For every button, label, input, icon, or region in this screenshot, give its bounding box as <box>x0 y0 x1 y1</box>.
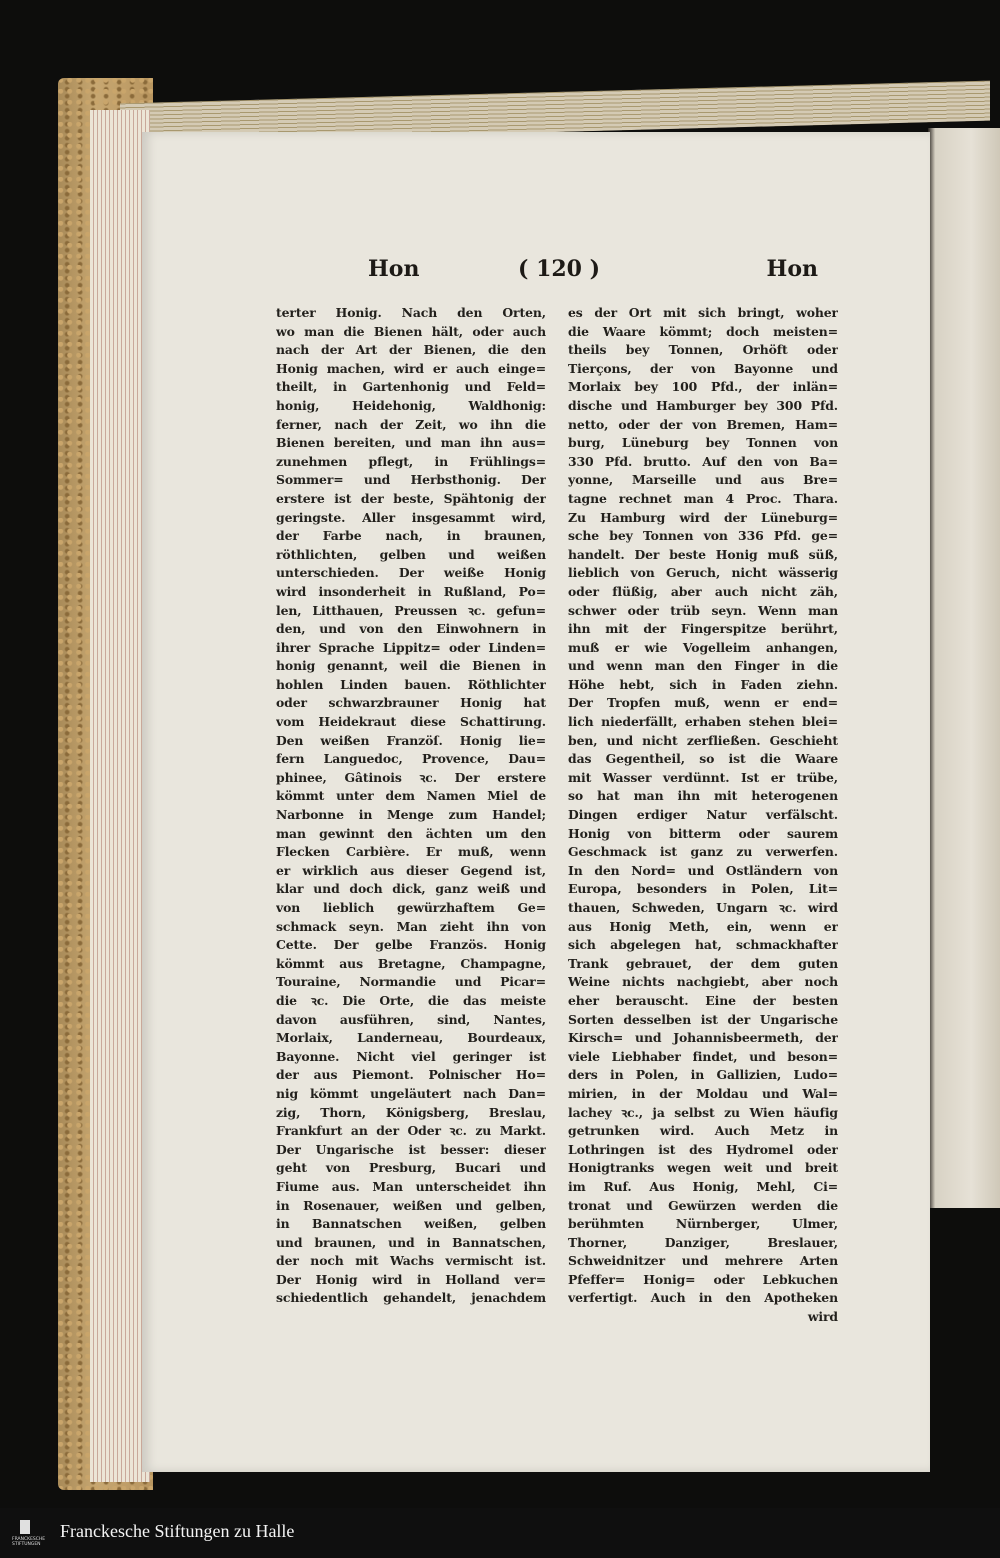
text-line: erstere ist der beste, Spähtonig der <box>276 490 546 506</box>
institution-logo-icon: FRANCKESCHE STIFTUNGEN <box>12 1518 38 1548</box>
text-line: schwer oder trüb seyn. Wenn man <box>568 602 838 618</box>
text-line: Flecken Carbière. Er muß, wenn <box>276 844 546 860</box>
text-line: mirien, in der Moldau und Wal= <box>568 1085 838 1101</box>
text-line: sich abgelegen hat, schmackhafter <box>568 937 838 953</box>
text-line: honig genannt, weil die Bienen in <box>276 658 546 674</box>
right-text-column <box>568 304 838 1327</box>
text-line: theils bey Tonnen, Orhöft oder <box>568 342 838 358</box>
text-line: nig kömmt ungeläutert nach Dan= <box>276 1085 546 1101</box>
text-line: 330 Pfd. brutto. Auf den von Ba= <box>568 453 838 469</box>
text-line: nach der Art der Bienen, die den <box>276 342 546 358</box>
text-line: Lothringen ist des Hydromel oder <box>568 1141 838 1157</box>
text-line: der Farbe nach, in braunen, <box>276 528 546 544</box>
text-line: hohlen Linden bauen. Röthlichter <box>276 676 546 692</box>
text-line: und wenn man den Finger in die <box>568 658 838 674</box>
text-line: schiedentlich gehandelt, jenachdem <box>276 1290 546 1306</box>
text-line: lachey ꝛc., ja selbst zu Wien häufig <box>568 1104 838 1120</box>
text-line: tagne rechnet man 4 Proc. Thara. <box>568 490 838 506</box>
text-line: Frankfurt an der Oder ꝛc. zu Markt. <box>276 1123 546 1139</box>
text-line: lieblich von Geruch, nicht wässerig <box>568 565 838 581</box>
text-line: Thorner, Danziger, Breslauer, <box>568 1234 838 1250</box>
text-line: Narbonne in Menge zum Handel; <box>276 807 546 823</box>
text-line: eher berauscht. Eine der besten <box>568 992 838 1008</box>
text-line: und braunen, und in Bannatschen, <box>276 1234 546 1250</box>
text-line: netto, oder der von Bremen, Ham= <box>568 416 838 432</box>
text-line: Kirsch= und Johannisbeermeth, der <box>568 1030 838 1046</box>
text-line: die ꝛc. Die Orte, die das meiste <box>276 992 546 1008</box>
text-line: fern Languedoc, Provence, Dau= <box>276 751 546 767</box>
text-line: davon ausführen, sind, Nantes, <box>276 1011 546 1027</box>
text-line: Der Tropfen muß, wenn er end= <box>568 695 838 711</box>
text-line: wird insonderheit in Rußland, Po= <box>276 583 546 599</box>
page-number: ( 120 ) <box>518 256 601 282</box>
text-line: kömmt unter dem Namen Miel de <box>276 788 546 804</box>
text-line: Dingen erdiger Natur verfälscht. <box>568 807 838 823</box>
text-line: muß er wie Vogelleim anhangen, <box>568 639 838 655</box>
text-line: Der Honig wird in Holland ver= <box>276 1271 546 1287</box>
text-line: Weine nichts nachgiebt, aber noch <box>568 974 838 990</box>
footer-bar <box>0 1508 1000 1558</box>
text-line: so hat man ihn mit heterogenen <box>568 788 838 804</box>
running-header <box>368 256 818 296</box>
text-line: Europa, besonders in Polen, Lit= <box>568 881 838 897</box>
text-line: sche bey Tonnen von 336 Pfd. ge= <box>568 528 838 544</box>
text-line: Fiume aus. Man unterscheidet ihn <box>276 1178 546 1194</box>
text-line: burg, Lüneburg bey Tonnen von <box>568 435 838 451</box>
text-line: Touraine, Normandie und Picar= <box>276 974 546 990</box>
text-line: der noch mit Wachs vermischt ist. <box>276 1253 546 1269</box>
text-line: zig, Thorn, Königsberg, Breslau, <box>276 1104 546 1120</box>
text-line: dische und Hamburger bey 300 Pfd. <box>568 397 838 413</box>
text-line: Zu Hamburg wird der Lüneburg= <box>568 509 838 525</box>
text-line: den, und von den Einwohnern in <box>276 621 546 637</box>
text-line: thauen, Schweden, Ungarn ꝛc. wird <box>568 900 838 915</box>
text-line: Den weißen Franzöſ. Honig lie= <box>276 732 546 748</box>
text-line: ihn mit der Fingerspitze berührt, <box>568 621 838 637</box>
left-text-column <box>276 304 546 1308</box>
text-line: Bayonne. Nicht viel geringer ist <box>276 1048 546 1064</box>
text-line: Pfeffer= Honig= oder Lebkuchen <box>568 1271 838 1287</box>
text-line: Sommer= und Herbsthonig. Der <box>276 472 546 488</box>
text-line: schmack seyn. Man zieht ihn von <box>276 918 546 934</box>
text-line: Tierçons, der von Bayonne und <box>568 360 838 376</box>
text-line: berühmten Nürnberger, Ulmer, <box>568 1216 838 1232</box>
text-line: kömmt aus Bretagne, Champagne, <box>276 955 546 971</box>
text-line: in Bannatschen weißen, gelben <box>276 1216 546 1232</box>
text-line: ders in Polen, in Gallizien, Ludo= <box>568 1067 838 1083</box>
text-line: Höhe hebt, sich in Faden ziehn. <box>568 676 838 692</box>
text-line: verfertigt. Auch in den Apotheken <box>568 1290 838 1306</box>
text-line: der aus Piemont. Polnischer Ho= <box>276 1067 546 1083</box>
text-line: tronat und Gewürzen werden die <box>568 1197 838 1213</box>
text-line: Trank gebrauet, der dem guten <box>568 955 838 971</box>
text-line: geht von Presburg, Bucari und <box>276 1160 546 1176</box>
text-line: len, Litthauen, Preussen ꝛc. gefun= <box>276 602 546 618</box>
text-line: In den Nord= und Ostländern von <box>568 862 838 878</box>
text-line: getrunken wird. Auch Metz in <box>568 1123 838 1139</box>
text-line: Sorten desselben ist der Ungarische <box>568 1011 838 1027</box>
text-line: Bienen bereiten, und man ihn aus= <box>276 435 546 451</box>
text-line: im Ruf. Aus Honig, Mehl, Ci= <box>568 1178 838 1194</box>
text-line: phinee, Gâtinois ꝛc. Der erstere <box>276 769 546 785</box>
text-line: mit Wasser verdünnt. Ist er trübe, <box>568 769 838 785</box>
text-line: Geschmack ist ganz zu verwerfen. <box>568 844 838 860</box>
text-line: Schweidnitzer und mehrere Arten <box>568 1253 838 1269</box>
text-line: Honig von bitterm oder saurem <box>568 825 838 841</box>
text-line: Cette. Der gelbe Französ. Honig <box>276 937 546 953</box>
text-line: Honigtranks wegen weit und breit <box>568 1160 838 1176</box>
text-line: geringste. Aller insgesammt wird, <box>276 509 546 525</box>
book-page <box>142 132 930 1472</box>
text-line: handelt. Der beste Honig muß süß, <box>568 546 838 562</box>
text-line: honig, Heidehonig, Waldhonig: <box>276 397 546 413</box>
text-line: vom Heidekraut diese Schattirung. <box>276 714 546 730</box>
text-line: viele Liebhaber findet, und beson= <box>568 1048 838 1064</box>
text-line: Der Ungarische ist besser: dieser <box>276 1141 546 1157</box>
text-line: Morlaix bey 100 Pfd., der inlän= <box>568 379 838 395</box>
text-line: theilt, in Gartenhonig und Feld= <box>276 379 546 395</box>
text-line: das Gegentheil, so ist die Waare <box>568 751 838 767</box>
text-line: in Rosenauer, weißen und gelben, <box>276 1197 546 1213</box>
header-left-word: Hon <box>368 256 420 282</box>
page-stack-left <box>90 110 150 1482</box>
text-line: ferner, nach der Zeit, wo ihn die <box>276 416 546 432</box>
text-line: terter Honig. Nach den Orten, <box>276 305 546 320</box>
text-line: röthlichten, gelben und weißen <box>276 546 546 562</box>
text-line: ihrer Sprache Lippitz= oder Linden= <box>276 639 546 655</box>
text-line: yonne, Marseille und aus Bre= <box>568 472 838 488</box>
text-line: man gewinnt den ächten um den <box>276 825 546 841</box>
text-line: Morlaix, Landerneau, Bourdeaux, <box>276 1030 546 1046</box>
text-line: es der Ort mit sich bringt, woher <box>568 305 838 320</box>
text-line: klar und doch dick, ganz weiß und <box>276 881 546 897</box>
text-line: er wirklich aus dieser Gegend ist, <box>276 862 546 878</box>
facing-page-edge <box>928 128 1000 1208</box>
catchword: wird <box>807 1309 838 1325</box>
header-right-word: Hon <box>766 256 818 282</box>
text-line: unterschieden. Der weiße Honig <box>276 565 546 581</box>
text-line: oder schwarzbrauner Honig hat <box>276 695 546 711</box>
text-line: ben, und nicht zerfließen. Geschieht <box>568 732 838 748</box>
text-line: lich niederfällt, erhaben stehen blei= <box>568 714 838 730</box>
institution-name: Franckesche Stiftungen zu Halle <box>60 1521 295 1541</box>
text-line: zunehmen pflegt, in Frühlings= <box>276 453 546 469</box>
text-line: aus Honig Meth, ein, wenn er <box>568 918 838 934</box>
text-line: wo man die Bienen hält, oder auch <box>276 323 546 339</box>
text-line: von lieblich gewürzhaftem Ge= <box>276 900 546 915</box>
text-line: Honig machen, wird er auch einge= <box>276 360 546 376</box>
text-line: die Waare kömmt; doch meisten= <box>568 323 838 339</box>
text-line: oder flüßig, aber auch nicht zäh, <box>568 583 838 599</box>
